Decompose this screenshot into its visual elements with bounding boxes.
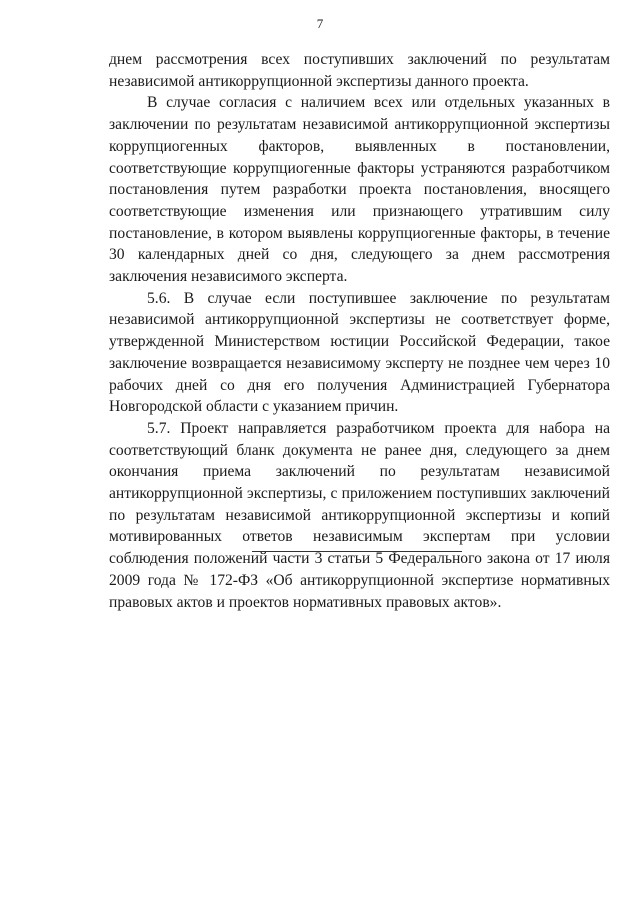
paragraph-continuation: днем рассмотрения всех поступивших заключений по результатам независимой антикоррупционной экспертизы данного проекта.	[109, 51, 610, 90]
document-body	[109, 49, 610, 613]
end-separator-line	[252, 551, 462, 552]
paragraph-clause-5-6: 5.6. В случае если поступившее заключение по результатам независимой антикоррупционной экспертизы не соответствует форме, утвержденной Министерством юстиции Российской Федерации, такое заключение возвращается независимому эксперту не позднее чем через 10 рабочих дней со дня его получения Администрацией Губернатора Новгородской области с указанием причин.	[109, 289, 610, 416]
paragraph-agreement-case: В случае согласия с наличием всех или отдельных указанных в заключении по результатам независимой антикоррупционной экспертизы коррупциогенных факторов, выявленных в постановлении, соответствующие коррупциогенные факторы устраняются разработчиком постановления путем разработки проекта постановления, вносящего соответствующие изменения или признающего утратившим силу постановление, в котором выявлены коррупциогенные факторы, в течение 30 календарных дней со дня, следующего за днем рассмотрения заключения независимого эксперта.	[109, 94, 610, 286]
paragraph-clause-5-7: 5.7. Проект направляется разработчиком проекта для набора на соответствующий бланк документа не ранее дня, следующего за днем окончания приема заключений по результатам независимой антикоррупционной экспертизы, с приложением поступивших заключений по результатам независимой антикоррупционной экспертизы и копий мотивированных ответов независимым экспертам при условии соблюдения положений части 3 статьи 5 Федерального закона от 17 июля 2009 года № 172-ФЗ «Об антикоррупционной экспертизе нормативных правовых актов и проектов нормативных правовых актов».	[109, 419, 610, 611]
page-number: 7	[316, 16, 324, 31]
